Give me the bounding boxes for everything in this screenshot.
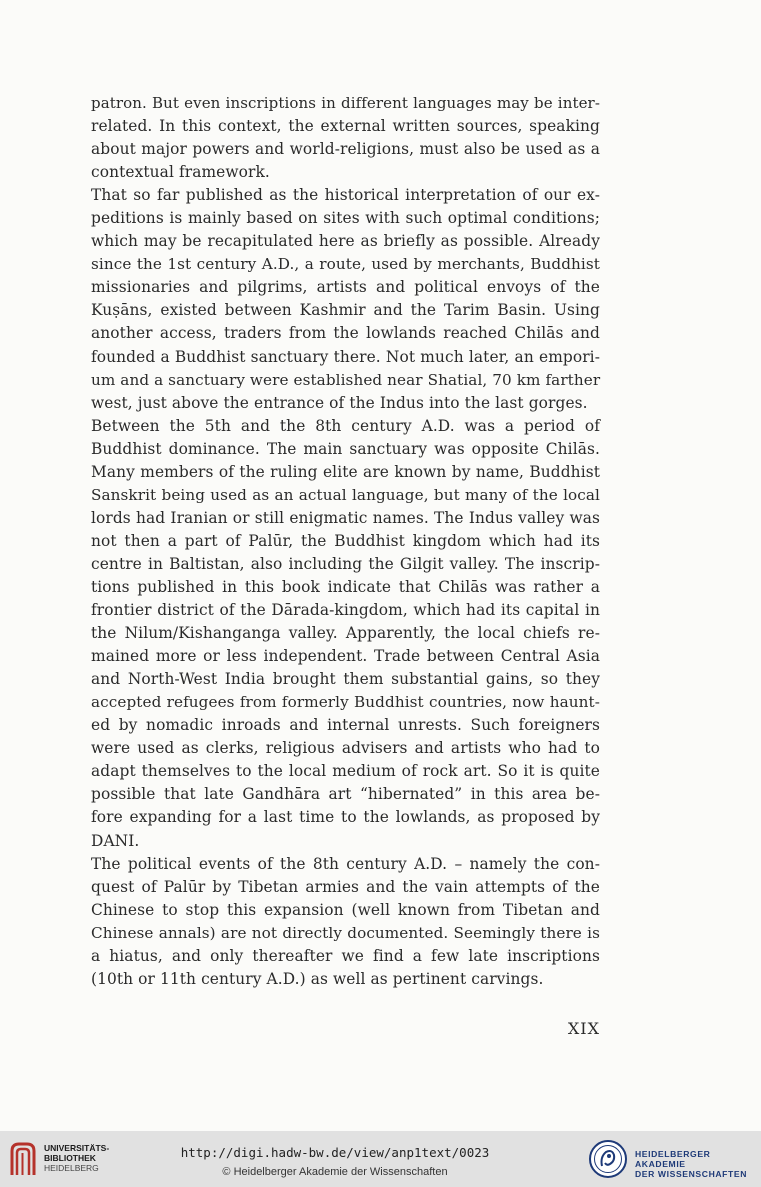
ub-heidelberg-logo-icon bbox=[9, 1141, 37, 1177]
academy-line-1: HEIDELBERGER AKADEMIE bbox=[635, 1149, 711, 1169]
text-line: another access, traders from the lowlands reached Chilās and bbox=[91, 324, 600, 343]
text-line: adapt themselves to the local medium of rock art. So it is quite bbox=[91, 762, 600, 781]
text-line: which may be recapitulated here as briefly as possible. Already bbox=[91, 232, 600, 251]
text-line: fore expanding for a last time to the lowlands, as proposed by bbox=[91, 808, 600, 827]
text-line: Sanskrit being used as an actual language, but many of the local bbox=[91, 485, 600, 504]
text-line: the Nilum/Kishanganga valley. Apparently, the local chiefs re- bbox=[91, 624, 600, 643]
text-line: Chinese to stop this expansion (well known from Tibetan and bbox=[91, 900, 600, 919]
text-line: lords had Iranian or still enigmatic names. The Indus valley was bbox=[91, 508, 600, 527]
text-line: DANI. bbox=[91, 831, 140, 850]
text-line: The political events of the 8th century A.D. – namely the con- bbox=[91, 854, 600, 873]
text-line: related. In this context, the external written sources, speaking bbox=[91, 117, 600, 136]
permalink-url[interactable]: http://digi.hadw-bw.de/view/anp1text/0023 bbox=[180, 1145, 490, 1160]
text-line: contextual framework. bbox=[91, 163, 270, 182]
text-line: ed by nomadic inroads and internal unrests. Such foreigners bbox=[91, 716, 600, 735]
text-line: frontier district of the Dārada-kingdom, which had its capital in bbox=[91, 601, 600, 620]
page-number: XIX bbox=[567, 1019, 600, 1038]
text-line: Between the 5th and the 8th century A.D. was a period of bbox=[91, 416, 600, 435]
library-name bbox=[44, 1143, 109, 1173]
library-line-3: HEIDELBERG bbox=[44, 1163, 99, 1173]
text-line: tions published in this book indicate that Chilās was rather a bbox=[91, 577, 600, 596]
text-line: patron. But even inscriptions in different languages may be inter- bbox=[91, 94, 600, 112]
copyright-notice: © Heidelberger Akademie der Wissenschaften bbox=[222, 1166, 448, 1178]
text-line: peditions is mainly based on sites with such optimal conditions; bbox=[91, 209, 600, 228]
academy-seal-icon bbox=[588, 1139, 628, 1179]
text-line: (10th or 11th century A.D.) as well as pertinent carvings. bbox=[91, 969, 544, 988]
text-line: centre in Baltistan, also including the Gilgit valley. The inscrip- bbox=[91, 554, 600, 573]
footer-bar bbox=[0, 1131, 761, 1187]
text-line: Buddhist dominance. The main sanctuary was opposite Chilās. bbox=[91, 439, 600, 458]
text-line: um and a sanctuary were established near Shatial, 70 km farther bbox=[91, 370, 601, 389]
academy-line-2: DER WISSENSCHAFTEN bbox=[635, 1169, 748, 1179]
text-line: not then a part of Palūr, the Buddhist kingdom which had its bbox=[91, 531, 600, 550]
text-line: That so far published as the historical interpretation of our ex- bbox=[91, 186, 600, 205]
text-line: missionaries and pilgrims, artists and political envoys of the bbox=[91, 278, 600, 297]
text-line: founded a Buddhist sanctuary there. Not much later, an empori- bbox=[91, 347, 600, 366]
text-line: since the 1st century A.D., a route, used by merchants, Buddhist bbox=[91, 255, 600, 274]
text-line: Kuṣāns, existed between Kashmir and the Tarim Basin. Using bbox=[91, 301, 600, 320]
text-line: were used as clerks, religious advisers and artists who had to bbox=[91, 739, 600, 758]
text-line: mained more or less independent. Trade between Central Asia bbox=[91, 647, 600, 666]
library-line-1: UNIVERSITÄTS- bbox=[44, 1143, 110, 1153]
text-line: accepted refugees from formerly Buddhist countries, now haunt- bbox=[91, 693, 600, 712]
text-line: about major powers and world-religions, must also be used as a bbox=[91, 140, 600, 159]
text-line: west, just above the entrance of the Indus into the last gorges. bbox=[91, 393, 588, 412]
text-line: a hiatus, and only thereafter we find a few late inscriptions bbox=[91, 946, 600, 965]
page-text bbox=[91, 92, 600, 991]
text-line: and North-West India brought them substantial gains, so they bbox=[91, 670, 600, 689]
library-line-2: BIBLIOTHEK bbox=[44, 1153, 96, 1163]
academy-name bbox=[635, 1149, 761, 1179]
text-line: possible that late Gandhāra art “hibernated” in this area be- bbox=[91, 785, 600, 804]
text-line: quest of Palūr by Tibetan armies and the vain attempts of the bbox=[91, 877, 600, 896]
text-line: Many members of the ruling elite are known by name, Buddhist bbox=[91, 462, 600, 481]
text-line: Chinese annals) are not directly documented. Seemingly there is bbox=[91, 923, 600, 942]
